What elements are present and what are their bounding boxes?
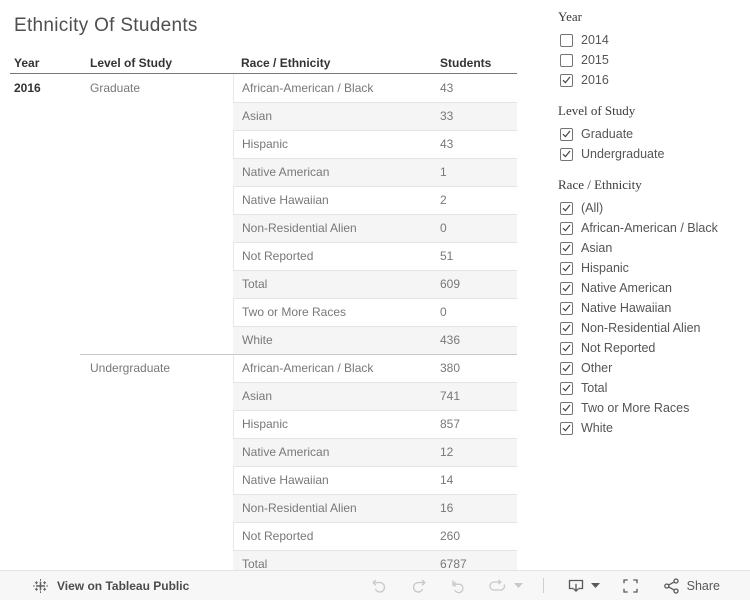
students-value-cell: 16 (440, 501, 454, 515)
filter-title: Race / Ethnicity (558, 177, 642, 192)
column-header-year[interactable]: Year (14, 56, 40, 70)
filter-checkbox-option[interactable] (558, 218, 744, 238)
checkbox-unchecked-icon[interactable] (560, 34, 573, 47)
race-ethnicity-cell: Total (242, 557, 268, 570)
table-row[interactable] (233, 326, 517, 354)
share-label: Share (686, 578, 720, 593)
race-ethnicity-cell: Native Hawaiian (242, 193, 329, 207)
filter-option-label: Other (581, 361, 613, 375)
level-of-study-cell[interactable]: Graduate (90, 81, 141, 95)
filter-checkbox-option[interactable] (558, 298, 744, 318)
filter-panel (558, 10, 744, 452)
checkbox-checked-icon[interactable] (560, 222, 573, 235)
table-row[interactable] (233, 270, 517, 298)
table-row[interactable] (233, 522, 517, 550)
race-ethnicity-cell: Hispanic (242, 417, 289, 431)
students-value-cell: 14 (440, 473, 454, 487)
race-ethnicity-cell: Two or More Races (242, 305, 347, 319)
table-row[interactable] (233, 74, 517, 102)
students-value-cell: 380 (440, 361, 461, 375)
filter-title: Year (558, 9, 582, 24)
download-button[interactable] (566, 577, 586, 594)
filter-option-label: Non-Residential Alien (581, 321, 701, 335)
column-header-level-of-study[interactable]: Level of Study (90, 56, 173, 70)
filter-option-label: Native Hawaiian (581, 301, 672, 315)
refresh-button[interactable] (488, 578, 508, 594)
filter-option-label: 2014 (581, 33, 609, 47)
race-ethnicity-cell: African-American / Black (242, 81, 374, 95)
students-value-cell: 741 (440, 389, 461, 403)
replay-button[interactable] (450, 578, 468, 594)
table-body (10, 74, 517, 570)
view-on-tableau-public-button[interactable] (33, 579, 189, 593)
students-value-cell: 43 (440, 81, 454, 95)
table-header-row (10, 55, 517, 74)
table-row[interactable] (233, 130, 517, 158)
tableau-logo-icon (33, 579, 48, 593)
filter-option-label: Not Reported (581, 341, 656, 355)
table-row[interactable] (233, 214, 517, 242)
filter-checkbox-option[interactable] (558, 358, 744, 378)
filter-option-label: 2015 (581, 53, 609, 67)
filter-section (558, 10, 744, 90)
filter-option-label: African-American / Black (581, 221, 718, 235)
students-value-cell: 260 (440, 529, 461, 543)
students-value-cell: 12 (440, 445, 454, 459)
table-row[interactable] (233, 158, 517, 186)
students-value-cell: 6787 (440, 557, 467, 570)
view-on-tableau-public-label: View on Tableau Public (57, 578, 190, 593)
filter-checkbox-option[interactable] (558, 50, 744, 70)
students-value-cell: 857 (440, 417, 461, 431)
filter-option-label: Hispanic (581, 261, 629, 275)
filter-option-label: White (581, 421, 613, 435)
level-of-study-cell[interactable]: Undergraduate (90, 361, 171, 375)
filter-option-label: Native American (581, 281, 673, 295)
table-row[interactable] (233, 242, 517, 270)
students-value-cell: 0 (440, 305, 447, 319)
race-ethnicity-cell: African-American / Black (242, 361, 374, 375)
checkbox-checked-icon[interactable] (560, 148, 573, 161)
filter-option-label: Graduate (581, 127, 634, 141)
checkbox-checked-icon[interactable] (560, 202, 573, 215)
checkbox-checked-icon[interactable] (560, 74, 573, 87)
checkbox-checked-icon[interactable] (560, 302, 573, 315)
students-value-cell: 33 (440, 109, 454, 123)
filter-checkbox-option[interactable] (558, 124, 744, 144)
race-ethnicity-cell: Total (242, 277, 268, 291)
checkbox-checked-icon[interactable] (560, 402, 573, 415)
filter-checkbox-option[interactable] (558, 238, 744, 258)
filter-checkbox-option[interactable] (558, 418, 744, 438)
race-ethnicity-cell: Non-Residential Alien (242, 501, 357, 515)
checkbox-unchecked-icon[interactable] (560, 54, 573, 67)
students-value-cell: 609 (440, 277, 461, 291)
column-header-race-ethnicity[interactable]: Race / Ethnicity (241, 56, 331, 70)
race-ethnicity-cell: Native Hawaiian (242, 473, 329, 487)
filter-checkbox-option[interactable] (558, 378, 744, 398)
tableau-toolbar (0, 570, 750, 600)
share-button[interactable] (663, 578, 720, 594)
students-table (10, 55, 517, 570)
students-value-cell: 43 (440, 137, 454, 151)
table-row[interactable] (233, 410, 517, 438)
table-row[interactable] (233, 354, 517, 382)
filter-option-label: Total (581, 381, 608, 395)
table-row[interactable] (233, 186, 517, 214)
race-ethnicity-cell: Asian (242, 109, 273, 123)
race-ethnicity-cell: Native American (242, 165, 330, 179)
undo-button[interactable] (370, 578, 389, 594)
filter-checkbox-option[interactable] (558, 70, 744, 90)
filter-option-label: Asian (581, 241, 613, 255)
checkbox-checked-icon[interactable] (560, 382, 573, 395)
year-cell[interactable]: 2016 (14, 81, 41, 95)
table-row[interactable] (233, 438, 517, 466)
table-row[interactable] (233, 550, 517, 570)
checkbox-checked-icon[interactable] (560, 242, 573, 255)
table-row[interactable] (233, 298, 517, 326)
checkbox-checked-icon[interactable] (560, 282, 573, 295)
race-ethnicity-cell: Native American (242, 445, 330, 459)
students-value-cell: 436 (440, 333, 461, 347)
toolbar-actions (370, 571, 720, 600)
share-icon (663, 578, 680, 594)
filter-option-label: (All) (581, 201, 604, 215)
toolbar-divider (543, 578, 544, 593)
checkbox-checked-icon[interactable] (560, 342, 573, 355)
table-row[interactable] (233, 382, 517, 410)
students-value-cell: 2 (440, 193, 447, 207)
filter-checkbox-option[interactable] (558, 338, 744, 358)
refresh-dropdown-caret-icon[interactable] (514, 583, 523, 588)
filter-title: Level of Study (558, 103, 636, 118)
race-ethnicity-cell: Not Reported (242, 529, 314, 543)
page-title: Ethnicity Of Students (14, 15, 198, 36)
checkbox-checked-icon[interactable] (560, 362, 573, 375)
checkbox-checked-icon[interactable] (560, 322, 573, 335)
students-value-cell: 51 (440, 249, 454, 263)
filter-checkbox-option[interactable] (558, 258, 744, 278)
filter-option-label: Undergraduate (581, 147, 665, 161)
checkbox-checked-icon[interactable] (560, 422, 573, 435)
download-dropdown-caret-icon[interactable] (591, 583, 600, 588)
filter-checkbox-option[interactable] (558, 144, 744, 164)
checkbox-checked-icon[interactable] (560, 262, 573, 275)
table-row[interactable] (233, 102, 517, 130)
filter-checkbox-option[interactable] (558, 278, 744, 298)
race-ethnicity-cell: Not Reported (242, 249, 314, 263)
column-header-students[interactable]: Students (440, 56, 492, 70)
filter-checkbox-option[interactable] (558, 398, 744, 418)
filter-checkbox-option[interactable] (558, 30, 744, 50)
redo-button[interactable] (409, 578, 428, 594)
race-ethnicity-cell: Non-Residential Alien (242, 221, 357, 235)
students-value-cell: 1 (440, 165, 447, 179)
table-row[interactable] (233, 494, 517, 522)
filter-checkbox-option[interactable] (558, 318, 744, 338)
race-ethnicity-cell: Hispanic (242, 137, 289, 151)
filter-section (558, 178, 744, 438)
fullscreen-button[interactable] (622, 578, 639, 594)
filter-section (558, 104, 744, 164)
race-ethnicity-cell: White (242, 333, 273, 347)
table-row[interactable] (233, 466, 517, 494)
filter-checkbox-option[interactable] (558, 198, 744, 218)
students-value-cell: 0 (440, 221, 447, 235)
checkbox-checked-icon[interactable] (560, 128, 573, 141)
race-ethnicity-cell: Asian (242, 389, 273, 403)
filter-option-label: 2016 (581, 73, 609, 87)
filter-option-label: Two or More Races (581, 401, 690, 415)
